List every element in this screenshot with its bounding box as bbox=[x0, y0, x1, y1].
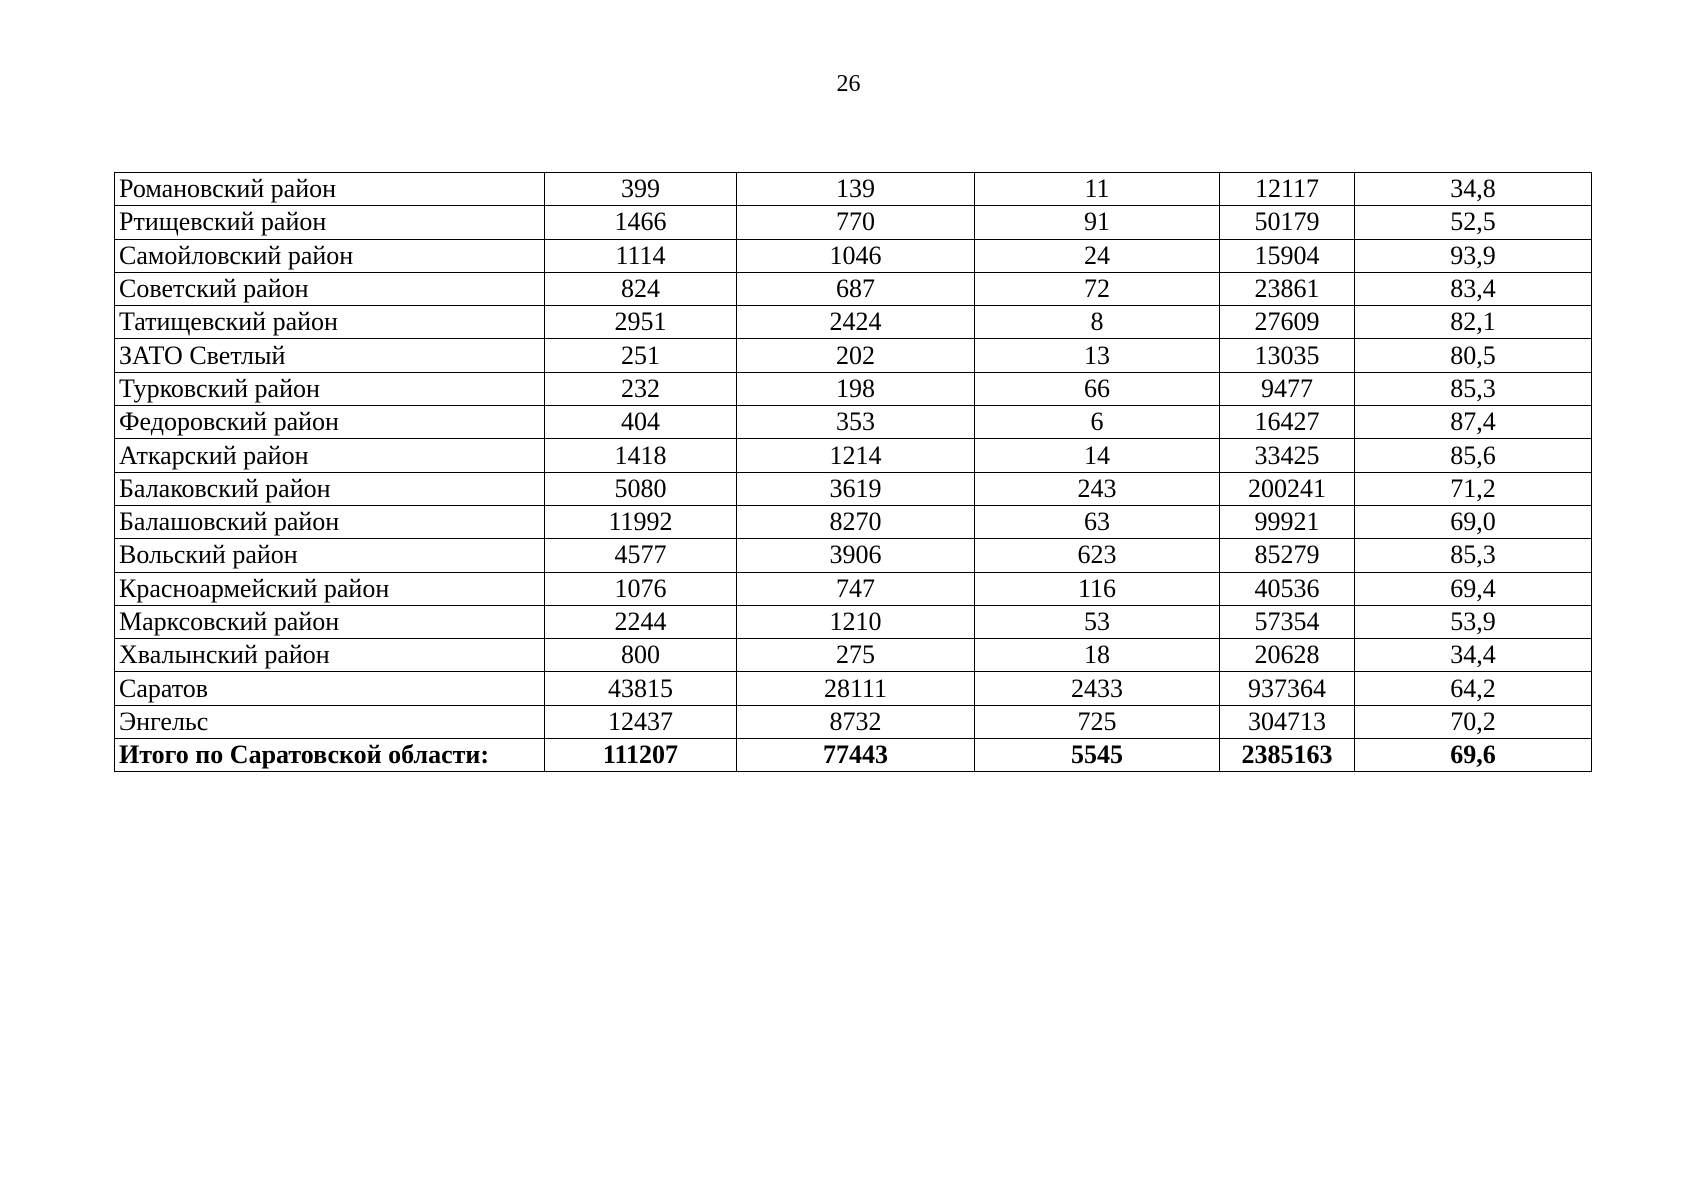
value-cell: 770 bbox=[737, 206, 975, 239]
value-cell: 82,1 bbox=[1355, 306, 1592, 339]
value-cell: 1466 bbox=[545, 206, 737, 239]
value-cell: 24 bbox=[975, 239, 1220, 272]
value-cell: 99921 bbox=[1220, 505, 1355, 538]
statistics-table bbox=[114, 172, 1592, 772]
table-row bbox=[115, 439, 1592, 472]
district-name-cell: Федоровский район bbox=[115, 406, 545, 439]
value-cell: 304713 bbox=[1220, 705, 1355, 738]
value-cell: 1076 bbox=[545, 572, 737, 605]
value-cell: 4577 bbox=[545, 539, 737, 572]
value-cell: 198 bbox=[737, 372, 975, 405]
value-cell: 1046 bbox=[737, 239, 975, 272]
value-cell: 34,4 bbox=[1355, 639, 1592, 672]
total-row bbox=[115, 739, 1592, 772]
table-row bbox=[115, 539, 1592, 572]
value-cell: 8732 bbox=[737, 705, 975, 738]
table-row bbox=[115, 272, 1592, 305]
value-cell: 404 bbox=[545, 406, 737, 439]
value-cell: 52,5 bbox=[1355, 206, 1592, 239]
value-cell: 34,8 bbox=[1355, 173, 1592, 206]
value-cell: 1114 bbox=[545, 239, 737, 272]
district-name-cell: Ртищевский район bbox=[115, 206, 545, 239]
district-name-cell: Марксовский район bbox=[115, 605, 545, 638]
value-cell: 20628 bbox=[1220, 639, 1355, 672]
district-name-cell: Советский район bbox=[115, 272, 545, 305]
district-name-cell: Турковский район bbox=[115, 372, 545, 405]
value-cell: 12117 bbox=[1220, 173, 1355, 206]
district-name-cell: ЗАТО Светлый bbox=[115, 339, 545, 372]
page-number: 26 bbox=[836, 71, 861, 97]
value-cell: 937364 bbox=[1220, 672, 1355, 705]
table-row bbox=[115, 206, 1592, 239]
table-row bbox=[115, 705, 1592, 738]
value-cell: 8270 bbox=[737, 505, 975, 538]
value-cell: 85279 bbox=[1220, 539, 1355, 572]
value-cell: 14 bbox=[975, 439, 1220, 472]
value-cell: 232 bbox=[545, 372, 737, 405]
district-name-cell: Энгельс bbox=[115, 705, 545, 738]
value-cell: 139 bbox=[737, 173, 975, 206]
value-cell: 1210 bbox=[737, 605, 975, 638]
table-row bbox=[115, 173, 1592, 206]
total-label: Итого по Саратовской области: bbox=[115, 739, 545, 772]
value-cell: 1418 bbox=[545, 439, 737, 472]
value-cell: 2433 bbox=[975, 672, 1220, 705]
value-cell: 251 bbox=[545, 339, 737, 372]
total-cell: 5545 bbox=[975, 739, 1220, 772]
value-cell: 202 bbox=[737, 339, 975, 372]
table-row bbox=[115, 339, 1592, 372]
value-cell: 243 bbox=[975, 472, 1220, 505]
value-cell: 27609 bbox=[1220, 306, 1355, 339]
value-cell: 275 bbox=[737, 639, 975, 672]
value-cell: 43815 bbox=[545, 672, 737, 705]
value-cell: 93,9 bbox=[1355, 239, 1592, 272]
value-cell: 28111 bbox=[737, 672, 975, 705]
value-cell: 63 bbox=[975, 505, 1220, 538]
value-cell: 3906 bbox=[737, 539, 975, 572]
value-cell: 11 bbox=[975, 173, 1220, 206]
table-row bbox=[115, 572, 1592, 605]
district-name-cell: Аткарский район bbox=[115, 439, 545, 472]
value-cell: 623 bbox=[975, 539, 1220, 572]
district-name-cell: Самойловский район bbox=[115, 239, 545, 272]
table-row bbox=[115, 372, 1592, 405]
table-row bbox=[115, 472, 1592, 505]
value-cell: 40536 bbox=[1220, 572, 1355, 605]
value-cell: 12437 bbox=[545, 705, 737, 738]
value-cell: 33425 bbox=[1220, 439, 1355, 472]
district-name-cell: Саратов bbox=[115, 672, 545, 705]
value-cell: 72 bbox=[975, 272, 1220, 305]
value-cell: 53,9 bbox=[1355, 605, 1592, 638]
value-cell: 13 bbox=[975, 339, 1220, 372]
value-cell: 53 bbox=[975, 605, 1220, 638]
value-cell: 8 bbox=[975, 306, 1220, 339]
value-cell: 15904 bbox=[1220, 239, 1355, 272]
value-cell: 3619 bbox=[737, 472, 975, 505]
total-cell: 77443 bbox=[737, 739, 975, 772]
total-cell: 69,6 bbox=[1355, 739, 1592, 772]
district-name-cell: Хвалынский район bbox=[115, 639, 545, 672]
district-name-cell: Вольский район bbox=[115, 539, 545, 572]
value-cell: 1214 bbox=[737, 439, 975, 472]
table-row bbox=[115, 605, 1592, 638]
value-cell: 5080 bbox=[545, 472, 737, 505]
value-cell: 353 bbox=[737, 406, 975, 439]
district-name-cell: Балаковский район bbox=[115, 472, 545, 505]
value-cell: 85,3 bbox=[1355, 372, 1592, 405]
value-cell: 69,4 bbox=[1355, 572, 1592, 605]
value-cell: 824 bbox=[545, 272, 737, 305]
value-cell: 747 bbox=[737, 572, 975, 605]
value-cell: 69,0 bbox=[1355, 505, 1592, 538]
table-row bbox=[115, 505, 1592, 538]
district-name-cell: Татищевский район bbox=[115, 306, 545, 339]
value-cell: 87,4 bbox=[1355, 406, 1592, 439]
table-row bbox=[115, 406, 1592, 439]
value-cell: 66 bbox=[975, 372, 1220, 405]
table-row bbox=[115, 239, 1592, 272]
district-name-cell: Красноармейский район bbox=[115, 572, 545, 605]
value-cell: 2951 bbox=[545, 306, 737, 339]
total-cell: 111207 bbox=[545, 739, 737, 772]
value-cell: 80,5 bbox=[1355, 339, 1592, 372]
value-cell: 399 bbox=[545, 173, 737, 206]
value-cell: 18 bbox=[975, 639, 1220, 672]
value-cell: 2244 bbox=[545, 605, 737, 638]
value-cell: 91 bbox=[975, 206, 1220, 239]
table-row bbox=[115, 639, 1592, 672]
value-cell: 16427 bbox=[1220, 406, 1355, 439]
value-cell: 70,2 bbox=[1355, 705, 1592, 738]
value-cell: 200241 bbox=[1220, 472, 1355, 505]
district-name-cell: Романовский район bbox=[115, 173, 545, 206]
value-cell: 23861 bbox=[1220, 272, 1355, 305]
total-cell: 2385163 bbox=[1220, 739, 1355, 772]
value-cell: 71,2 bbox=[1355, 472, 1592, 505]
district-name-cell: Балашовский район bbox=[115, 505, 545, 538]
value-cell: 687 bbox=[737, 272, 975, 305]
table-body bbox=[115, 173, 1592, 772]
value-cell: 6 bbox=[975, 406, 1220, 439]
value-cell: 9477 bbox=[1220, 372, 1355, 405]
table-row bbox=[115, 306, 1592, 339]
value-cell: 57354 bbox=[1220, 605, 1355, 638]
value-cell: 64,2 bbox=[1355, 672, 1592, 705]
value-cell: 11992 bbox=[545, 505, 737, 538]
value-cell: 725 bbox=[975, 705, 1220, 738]
table-row bbox=[115, 672, 1592, 705]
value-cell: 116 bbox=[975, 572, 1220, 605]
value-cell: 85,3 bbox=[1355, 539, 1592, 572]
value-cell: 85,6 bbox=[1355, 439, 1592, 472]
value-cell: 50179 bbox=[1220, 206, 1355, 239]
value-cell: 800 bbox=[545, 639, 737, 672]
value-cell: 83,4 bbox=[1355, 272, 1592, 305]
value-cell: 2424 bbox=[737, 306, 975, 339]
value-cell: 13035 bbox=[1220, 339, 1355, 372]
